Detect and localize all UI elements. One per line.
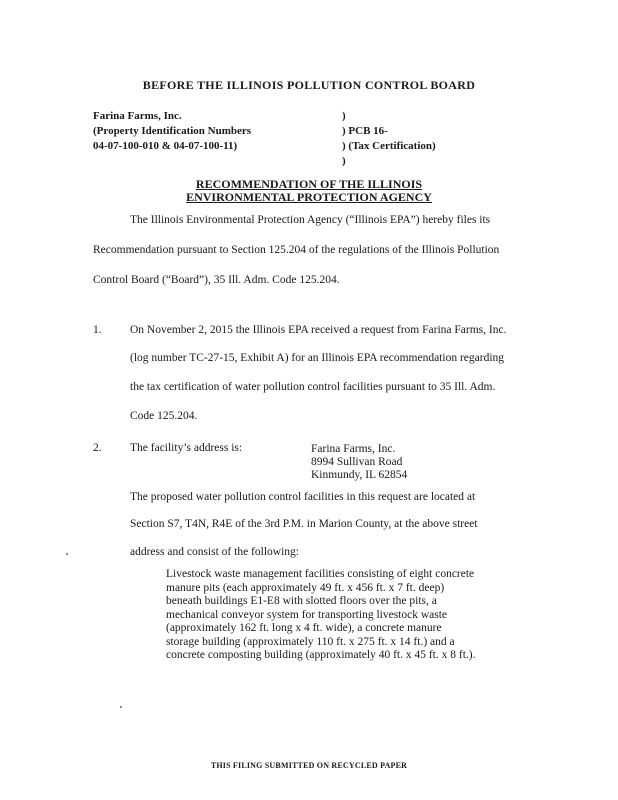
item1-line: Code 125.204. (130, 410, 198, 422)
footer-note: THIS FILING SUBMITTED ON RECYCLED PAPER (210, 761, 408, 770)
address-line: 8994 Sullivan Road (311, 456, 403, 468)
scan-speck (120, 706, 122, 708)
heading-line: RECOMMENDATION OF THE ILLINOIS (195, 177, 423, 191)
case-caption-parties (93, 109, 251, 154)
caption-line: 04-07-100-010 & 04-07-100-11) (93, 140, 238, 152)
intro-line: Recommendation pursuant to Section 125.204 of the regulations of the Illinois Pollution (93, 244, 500, 256)
item1-line: the tax certification of water pollution control facilities pursuant to 35 Ill. Adm. (130, 381, 496, 393)
item2-line: address and consist of the following: (130, 546, 299, 558)
description-line: storage building (approximately 110 ft. x 275 ft. x 14 ft.) and a (166, 635, 455, 648)
description-line: beneath buildings E1-E8 with slotted floors over the pits, a (166, 595, 437, 607)
item2-line: The proposed water pollution control facilities in this request are located at (130, 491, 476, 503)
item1-line: (log number TC-27-15, Exhibit A) for an Illinois EPA recommendation regarding (130, 352, 505, 364)
intro-line: The Illinois Environmental Protection Agency (“Illinois EPA”) hereby files its (130, 214, 491, 226)
address-label: The facility’s address is: (130, 442, 243, 454)
caption-line: ) (342, 155, 346, 167)
facility-description (166, 568, 476, 663)
item1-line: On November 2, 2015 the Illinois EPA received a request from Farina Farms, Inc. (130, 324, 507, 336)
scan-speck (66, 553, 68, 555)
description-line: manure pits (each approximately 49 ft. x 456 ft. x 7 ft. deep) (166, 581, 445, 594)
facility-address (311, 443, 407, 482)
recommendation-heading (0, 178, 618, 204)
item2-line: Section S7, T4N, R4E of the 3rd P.M. in Marion County, at the above street (130, 518, 478, 530)
intro-line: Control Board (“Board”), 35 Ill. Adm. Code 125.204. (93, 274, 340, 286)
caption-line: ) (Tax Certification) (342, 140, 436, 152)
heading-line: ENVIRONMENTAL PROTECTION AGENCY (186, 190, 432, 204)
caption-line: Farina Farms, Inc. (93, 110, 182, 122)
description-line: concrete composting building (approximately 40 ft. x 45 ft. x 8 ft.). (166, 649, 476, 661)
address-line: Kinmundy, IL 62854 (311, 469, 408, 481)
caption-line: ) PCB 16- (342, 125, 388, 137)
caption-line: ) (342, 110, 346, 122)
description-line: mechanical conveyor system for transporting livestock waste (166, 608, 448, 621)
description-line: (approximately 162 ft. long x 4 ft. wide), a concrete manure (166, 622, 442, 634)
case-caption-number (342, 109, 436, 169)
item-number: 1. (93, 324, 102, 336)
address-line: Farina Farms, Inc. (311, 443, 396, 455)
caption-line: (Property Identification Numbers (93, 125, 252, 137)
item-number: 2. (93, 442, 102, 454)
description-line: Livestock waste management facilities consisting of eight concrete (166, 568, 475, 580)
page-title: BEFORE THE ILLINOIS POLLUTION CONTROL BOARD (142, 78, 476, 92)
